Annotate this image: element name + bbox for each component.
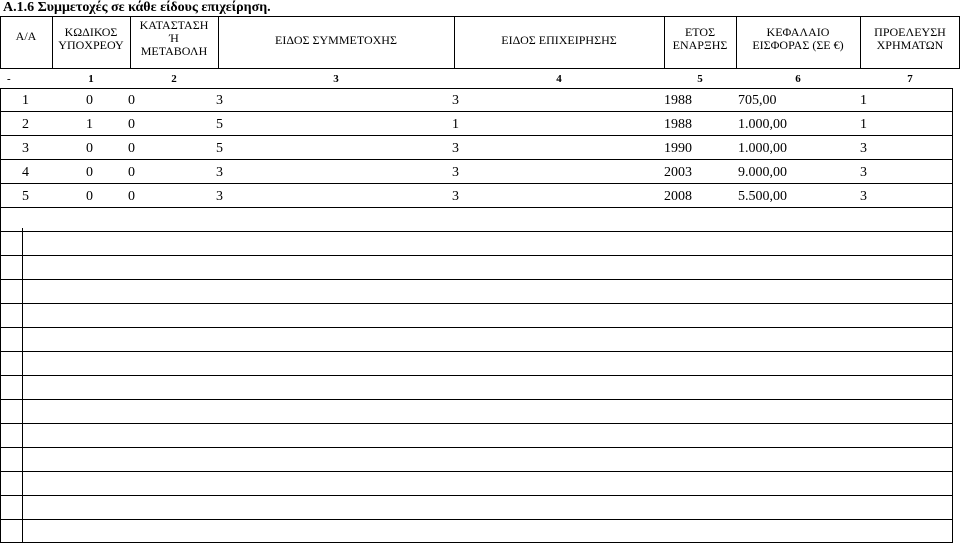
header-proeleusi-xrimaton (860, 26, 960, 52)
header-column-divider (218, 16, 219, 68)
body-right-border (952, 88, 953, 542)
column-number: 5 (697, 73, 703, 85)
table-cell: 0 (86, 189, 93, 204)
table-cell: 3 (22, 141, 29, 156)
header-katastasi-line2: Ή (169, 31, 179, 45)
table-cell: 0 (128, 165, 135, 180)
table-cell: 0 (86, 141, 93, 156)
table-cell: 3 (860, 141, 867, 156)
table-row-border (0, 279, 952, 280)
column-number: 3 (333, 73, 339, 85)
header-etos-line1: ΕΤΟΣ (684, 25, 716, 39)
table-cell: 1 (22, 93, 29, 108)
table-row-border (0, 183, 952, 184)
header-column-divider (664, 16, 665, 68)
table-row-border (0, 423, 952, 424)
table-cell: 2008 (664, 189, 692, 204)
table-cell: 3 (452, 93, 459, 108)
table-top-border (0, 16, 960, 17)
header-column-divider (736, 16, 737, 68)
table-cell: 0 (86, 165, 93, 180)
table-cell: 1 (860, 117, 867, 132)
table-cell: 5 (216, 141, 223, 156)
table-cell: 705,00 (738, 93, 777, 108)
table-cell: 3 (860, 165, 867, 180)
table-cell: 2003 (664, 165, 692, 180)
page-title: Α.1.6 Συμμετοχές σε κάθε είδους επιχείρηση. (3, 0, 271, 15)
header-kodikos-line1: ΚΩΔΙΚΟΣ (64, 25, 118, 39)
table-cell: 1 (452, 117, 459, 132)
body-left-border (0, 88, 1, 542)
header-etos-enarxis (664, 26, 736, 52)
header-katastasi-line3: ΜΕΤΑΒΟΛΗ (140, 44, 208, 58)
table-row-border (0, 207, 952, 208)
header-katastasi-line1: ΚΑΤΑΣΤΑΣΗ (139, 18, 209, 32)
header-column-divider (860, 16, 861, 68)
header-aa: Α/Α (15, 29, 37, 43)
header-proeleusi-line1: ΠΡΟΕΛΕΥΣΗ (874, 25, 946, 39)
header-etos-line2: ΕΝΑΡΞΗΣ (672, 38, 728, 52)
table-cell: 2 (22, 117, 29, 132)
column-number: 2 (171, 73, 177, 85)
table-cell: 4 (22, 165, 29, 180)
header-column-divider (454, 16, 455, 68)
table-cell: 3 (452, 165, 459, 180)
table-cell: 0 (128, 117, 135, 132)
table-cell: 1.000,00 (738, 141, 787, 156)
table-row-border (0, 375, 952, 376)
table-cell: 1 (86, 117, 93, 132)
table-cell: 5.500,00 (738, 189, 787, 204)
table-cell: 0 (128, 141, 135, 156)
table-cell: 3 (216, 165, 223, 180)
table-cell: 9.000,00 (738, 165, 787, 180)
table-row-border (0, 327, 952, 328)
table-cell: 3 (452, 189, 459, 204)
table-row-border (0, 519, 952, 520)
table-cell: 3 (216, 93, 223, 108)
table-cell: 1990 (664, 141, 692, 156)
table-row-border (0, 351, 952, 352)
column-number-row-border (0, 88, 952, 89)
column-number: - (7, 73, 11, 85)
header-column-divider (52, 16, 53, 68)
header-kefalaio-eisforas (736, 26, 860, 52)
header-bottom-border (0, 68, 960, 69)
table-cell: 5 (22, 189, 29, 204)
header-eidos-epixeirisis: ΕΙΔΟΣ ΕΠΙΧΕΙΡΗΣΗΣ (501, 33, 617, 47)
table-cell: 0 (128, 189, 135, 204)
table-cell: 3 (216, 189, 223, 204)
table-cell: 1 (860, 93, 867, 108)
header-kodikos-line2: ΥΠΟΧΡΕΟΥ (58, 38, 124, 52)
table-row-border (0, 303, 952, 304)
table-cell: 5 (216, 117, 223, 132)
table-row-border (0, 231, 952, 232)
column-number: 1 (88, 73, 94, 85)
table-row-border (0, 255, 952, 256)
column-number: 7 (907, 73, 913, 85)
table-bottom-border (0, 542, 953, 543)
header-katastasi (130, 19, 218, 58)
table-cell: 1988 (664, 117, 692, 132)
table-cell: 1.000,00 (738, 117, 787, 132)
table-row-border (0, 471, 952, 472)
table-row-border (0, 159, 952, 160)
header-proeleusi-line2: ΧΡΗΜΑΤΩΝ (876, 38, 944, 52)
table-row-border (0, 399, 952, 400)
table-row-border (0, 135, 952, 136)
table-cell: 1988 (664, 93, 692, 108)
table-cell: 0 (86, 93, 93, 108)
column-number: 4 (556, 73, 562, 85)
table-cell: 3 (860, 189, 867, 204)
table-row-border (0, 495, 952, 496)
header-kefalaio-line1: ΚΕΦΑΛΑΙΟ (766, 25, 830, 39)
header-kefalaio-line2: ΕΙΣΦΟΡΑΣ (ΣΕ €) (752, 38, 844, 52)
column-number: 6 (795, 73, 801, 85)
header-column-divider (130, 16, 131, 68)
table-row-border (0, 447, 952, 448)
table-cell: 0 (128, 93, 135, 108)
header-kodikos (52, 26, 130, 52)
header-eidos-symmetoxis: ΕΙΔΟΣ ΣΥΜΜΕΤΟΧΗΣ (275, 33, 397, 47)
header-column-divider (0, 16, 1, 68)
table-cell: 3 (452, 141, 459, 156)
table-row-border (0, 111, 952, 112)
